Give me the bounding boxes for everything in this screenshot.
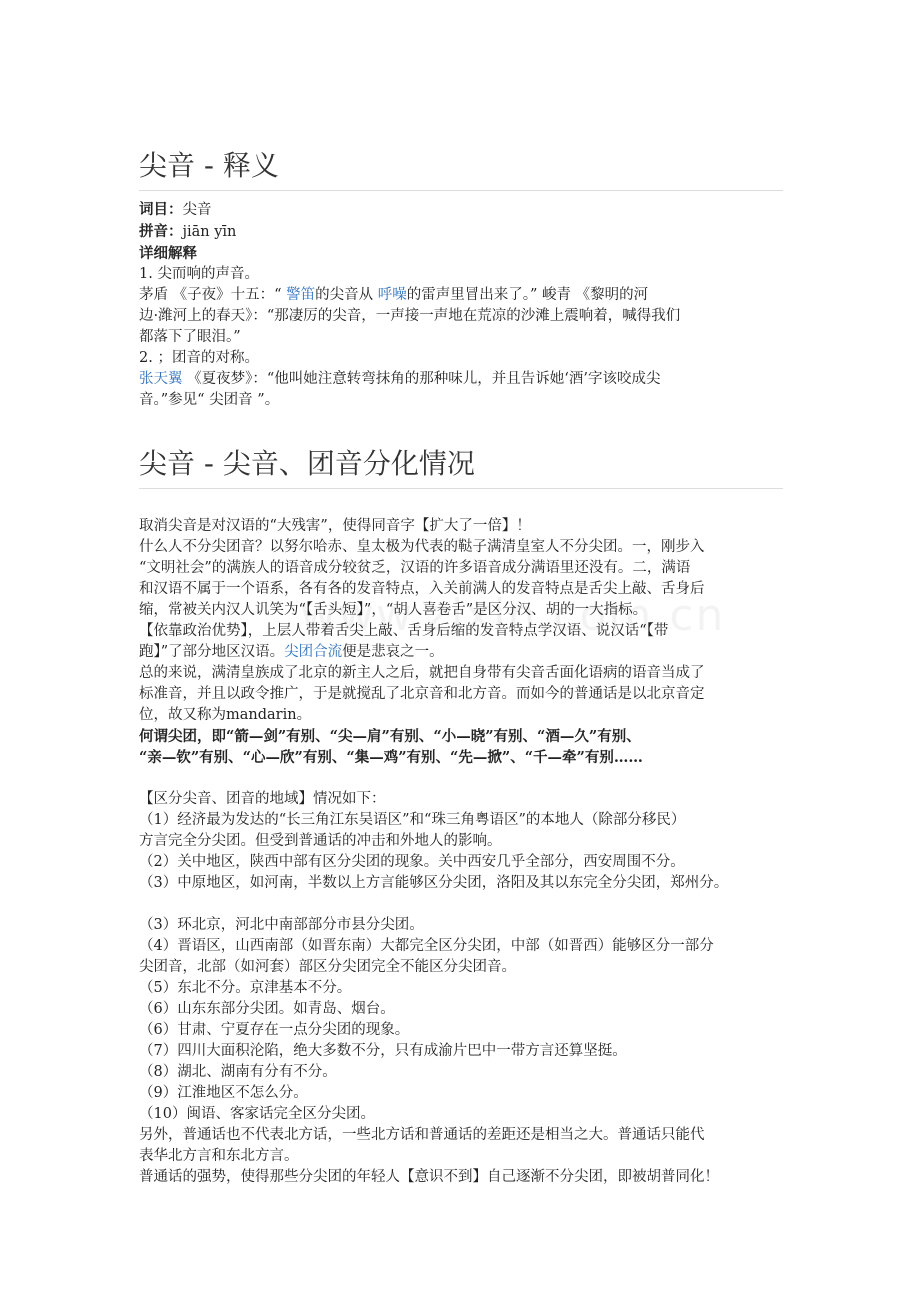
region-1-line-2: 方言完全分尖团。但受到普通话的冲击和外地人的影响。 [139,833,502,849]
region-7: （7）四川大面积沦陷，绝大多数不分，只有成渝片巴中一带方言还算坚挺。 [139,1043,627,1059]
quote-1-line-3: 都落下了眼泪。” [139,329,241,345]
word-value: 尖音 [182,202,212,218]
paragraph-3-line-3: 位，故又称为mandarin。 [139,707,312,723]
section-title-differentiation: 尖音 - 尖音、团音分化情况 [139,446,783,489]
quote-1-text-c: 的雷声里冒出来了。” 峻青 《黎明的河 [406,287,649,303]
region-10: （10）闽语、客家话完全区分尖团。 [139,1106,375,1122]
paragraph-2-line-5: 【依靠政治优势】，上层人带着舌尖上敲、舌身后缩的发音特点学汉语、说汉话“【带 [139,623,669,639]
paragraph-2-line-3: 和汉语不属于一个语系，各有各的发音特点，入关前满人的发音特点是舌尖上敲、舌身后 [139,581,705,597]
region-title: 【区分尖音、团音的地域】情况如下： [139,791,386,807]
pinyin-label: 拼音： [139,223,183,240]
paragraph-2-line-4: 缩，常被关内汉人讥笑为“【舌头短】”，“胡人喜卷舌”是区分汉、胡的一大指标。 [139,602,648,618]
paragraph-2-line-6 [139,642,799,663]
link-zhangtianyi[interactable]: 张天翼 [139,371,183,387]
quote-1-line-2: 边·潍河上的春天》：“那凄厉的尖音，一声接一声地在荒凉的沙滩上震响着，喊得我们 [139,308,681,324]
region-8: （8）湖北、湖南有分有不分。 [139,1064,337,1080]
quote-1-text-a: 茅盾 《子夜》十五：“ [139,287,287,303]
region-5: （5）东北不分。京津基本不分。 [139,980,352,996]
pinyin-value: jiān yīn [182,224,237,240]
quote-2-line-1 [139,369,799,390]
paragraph-3-line-1: 总的来说，满清皇族成了北京的新主人之后，就把自身带有尖音舌面化语病的语音当成了 [139,665,705,681]
word-label: 词目： [139,201,183,218]
region-1-line-1: （1）经济最为发达的“长三角江东吴语区”和“珠三角粤语区”的本地人（除部分移民） [139,812,686,828]
paragraph-4-line-2: 表华北方言和东北方言。 [139,1148,299,1164]
link-huzao[interactable]: 呼噪 [377,287,407,303]
quote-1-text-b: 的尖音从 [315,287,378,303]
paragraph-2-line-6-b: 便是悲哀之一。 [342,644,444,660]
paragraph-4-line-1: 另外，普通话也不代表北方话，一些北方话和普通话的差距还是相当之大。普通话只能代 [139,1127,705,1143]
region-6b: （6）甘肃、宁夏存在一点分尖团的现象。 [139,1022,410,1038]
spacer [139,768,799,789]
bold-line-2: “亲—钦”有别、“心—欣”有别、“集—鸡”有别、“先—掀”、“千—牵”有别…… [139,749,643,766]
quote-1-line-1 [139,285,799,306]
definition-1: 1. 尖而响的声音。 [139,266,259,282]
region-6: （6）山东东部分尖团。如青岛、烟台。 [139,1001,395,1017]
region-9: （9）江淮地区不怎么分。 [139,1085,308,1101]
region-3: （3）中原地区，如河南，半数以上方言能够区分尖团，洛阳及其以东完全分尖团，郑州分。 [139,875,729,891]
paragraph-1: 取消尖音是对汉语的“大残害”，使得同音字【扩大了一倍】！ [139,518,531,534]
paragraph-2-line-2: “文明社会”的满族人的语音成分较贫乏，汉语的许多语音成分满语里还没有。二，满语 [139,560,691,576]
differentiation-body [139,516,799,1188]
definition-2: 2. ；团音的对称。 [139,350,259,366]
paragraph-3-line-2: 标准音，并且以政令推广，于是就搅乱了北京音和北方音。而如今的普通话是以北京音定 [139,686,705,702]
detail-heading: 详细解释 [139,245,197,262]
definition-body [139,199,799,411]
region-4-line-1: （4）晋语区，山西南部（如晋东南）大都完全区分尖团，中部（如晋西）能够区分一部分 [139,938,714,954]
link-jiantuanheliu[interactable]: 尖团合流 [284,644,343,660]
paragraph-5: 普通话的强势，使得那些分尖团的年轻人【意识不到】自己逐渐不分尖团，即被胡普同化！ [139,1169,719,1185]
region-4-line-2: 尖团音，北部（如河套）部区分尖团完全不能区分尖团音。 [139,959,516,975]
quote-2-line-2: 音。”参见“ 尖团音 ”。 [139,392,280,408]
region-3b: （3）环北京，河北中南部部分市县分尖团。 [139,917,424,933]
pinyin-line [139,221,799,243]
bold-line-1: 何谓尖团，即“箭—剑”有别、“尖—肩”有别、“小—晓”有别、“酒—久”有别、 [139,728,641,745]
spacer [139,894,799,915]
word-line [139,199,799,221]
quote-2-text-a: 《夏夜梦》：“他叫她注意转弯抹角的那种味儿，并且告诉她‘酒’字该咬成尖 [182,371,661,387]
section-title-definition: 尖音 - 释义 [139,148,783,191]
paragraph-2-line-6-a: 跑】”了部分地区汉语。 [139,644,285,660]
paragraph-2-line-1: 什么人不分尖团音？以努尔哈赤、皇太极为代表的鞑子满清皇室人不分尖团。一，刚步入 [139,539,705,555]
link-jingdi[interactable]: 警笛 [286,287,316,303]
region-2: （2）关中地区，陕西中部有区分尖团的现象。关中西安几乎全部分，西安周围不分。 [139,854,685,870]
